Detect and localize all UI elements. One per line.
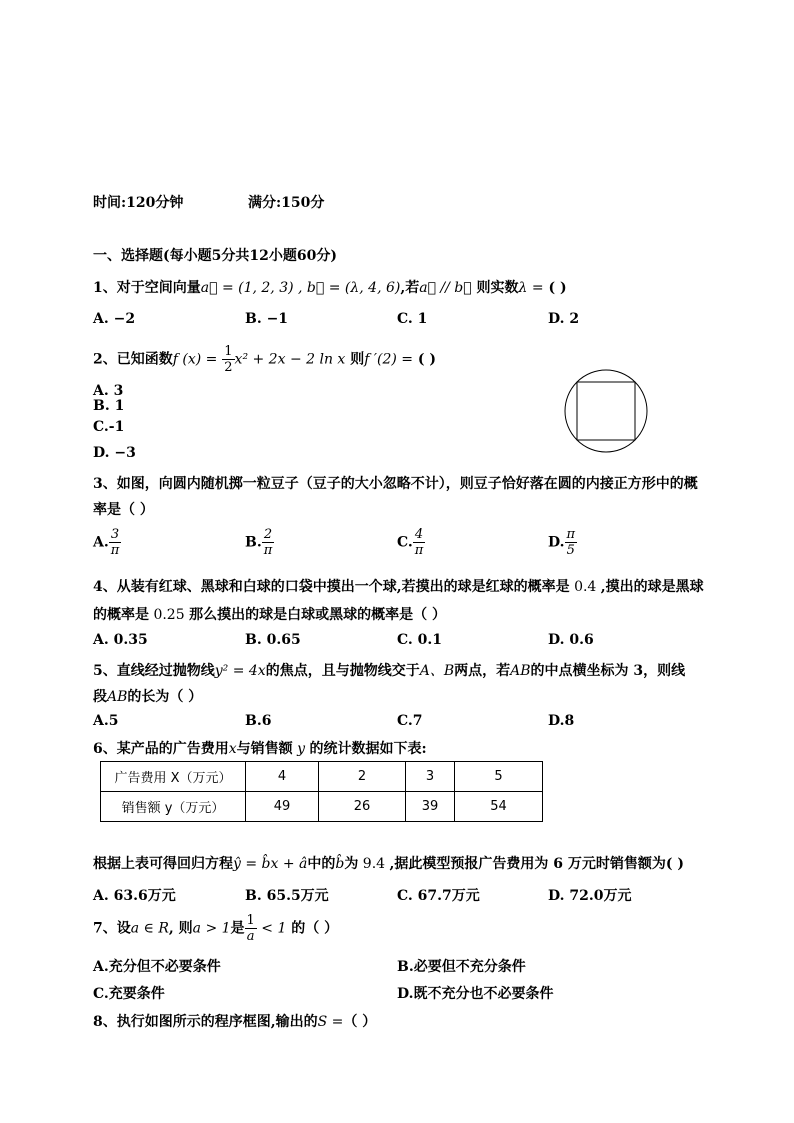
q2-option-c: C.-1 [93,419,125,435]
q2-option-a: A. 3 [93,383,124,399]
square-shape [577,382,635,440]
parallel-condition: a⃗ // b⃗ [419,280,472,296]
table-cell: 5 [455,762,543,792]
fraction-one-over-a: $\frac{1}{a}$ [246,913,255,944]
table-cell: 54 [455,792,543,822]
q6-option-c: C. 67.7万元 [397,888,480,904]
table-cell: 39 [406,792,455,822]
q7-option-c: C.充要条件 [93,986,165,1002]
question-1-stem: 1、对于空间向量a⃗ = (1, 2, 3) , b⃗ = (λ, 4, 6),若a⃗ // b⃗ 则实数λ = ( ) [93,280,567,296]
q4-option-c: C. 0.1 [397,632,443,648]
table-cell: 销售额 y（万元） [101,792,246,822]
q3-option-d: D. $\frac{\pi}{5}$ [548,527,576,558]
question-4-line2: 的概率是 0.25 那么摸出的球是白球或黑球的概率是（ ） [93,607,446,623]
table-row [101,792,543,822]
table-row [101,762,543,792]
question-2-stem: 2、已知函数f (x) = $\frac{1}{2}$ x² + 2x − 2 ln x 则f ′(2) = ( ) [93,344,437,375]
q3-option-a: A. $\frac{3}{\pi}$ [93,527,120,558]
q3-option-c: C. $\frac{4}{\pi}$ [397,527,424,558]
q6-option-a: A. 63.6万元 [93,888,176,904]
table-cell: 3 [406,762,455,792]
q7-option-b: B.必要但不充分条件 [397,959,526,975]
statistics-table [100,761,543,822]
q3-option-b: B. $\frac{2}{\pi}$ [245,527,273,558]
q1-option-d: D. 2 [548,311,580,327]
q4-option-a: A. 0.35 [93,632,148,648]
q7-option-d: D.既不充分也不必要条件 [397,986,554,1002]
question-8-stem: 8、执行如图所示的程序框图,输出的S =（ ） [93,1014,377,1030]
question-5-line2: 段AB的长为（ ） [93,689,203,705]
q5-option-a: A.5 [93,713,119,729]
q4-option-d: D. 0.6 [548,632,594,648]
question-6-regression: 根据上表可得回归方程ŷ = b̂x + â中的b̂为 9.4 ,据此模型预报广告费用为 6 万元时销售额为( ) [93,856,684,872]
q6-option-d: D. 72.0万元 [548,888,632,904]
q1-option-b: B. −1 [245,311,289,327]
question-4-line1: 4、从装有红球、黑球和白球的口袋中摸出一个球,若摸出的球是红球的概率是 0.4 ,摸出的球是黑球 [93,579,704,595]
q1-option-a: A. −2 [93,311,136,327]
question-3-line1: 3、如图，向圆内随机掷一粒豆子（豆子的大小忽略不计），则豆子恰好落在圆的内接正方形中的概 [93,476,698,492]
section-title: 一、选择题(每小题5分共12小题60分) [93,248,337,264]
table-cell: 49 [246,792,319,822]
question-3-line2: 率是（ ） [93,502,154,518]
q7-option-a: A.充分但不必要条件 [93,959,221,975]
q5-option-b: B.6 [245,713,272,729]
q5-option-c: C.7 [397,713,423,729]
exam-time: 时间:120分钟 [93,195,184,211]
table-cell: 广告费用 X（万元） [101,762,246,792]
exam-full-score: 满分:150分 [248,195,325,211]
question-5-line1: 5、直线经过抛物线y² = 4x的焦点，且与抛物线交于A、B两点，若AB的中点横坐标为 3，则线 [93,663,686,679]
question-7-stem: 7、设a ∈ R, 则a > 1是 $\frac{1}{a}$ < 1 的（ ） [93,913,339,944]
vector-expression: a⃗ = (1, 2, 3) , b⃗ = (λ, 4, 6) [200,280,401,296]
q4-option-b: B. 0.65 [245,632,301,648]
table-cell: 26 [319,792,406,822]
circle-inscribed-square-figure [563,368,649,454]
question-6-stem: 6、某产品的广告费用x与销售额 y 的统计数据如下表: [93,741,427,757]
q1-option-c: C. 1 [397,311,428,327]
fraction-half: $\frac{1}{2}$ [224,344,233,375]
table-cell: 4 [246,762,319,792]
q2-option-d: D. −3 [93,445,136,461]
table-cell: 2 [319,762,406,792]
q6-option-b: B. 65.5万元 [245,888,329,904]
q5-option-d: D.8 [548,713,575,729]
q2-option-b: B. 1 [93,398,125,414]
